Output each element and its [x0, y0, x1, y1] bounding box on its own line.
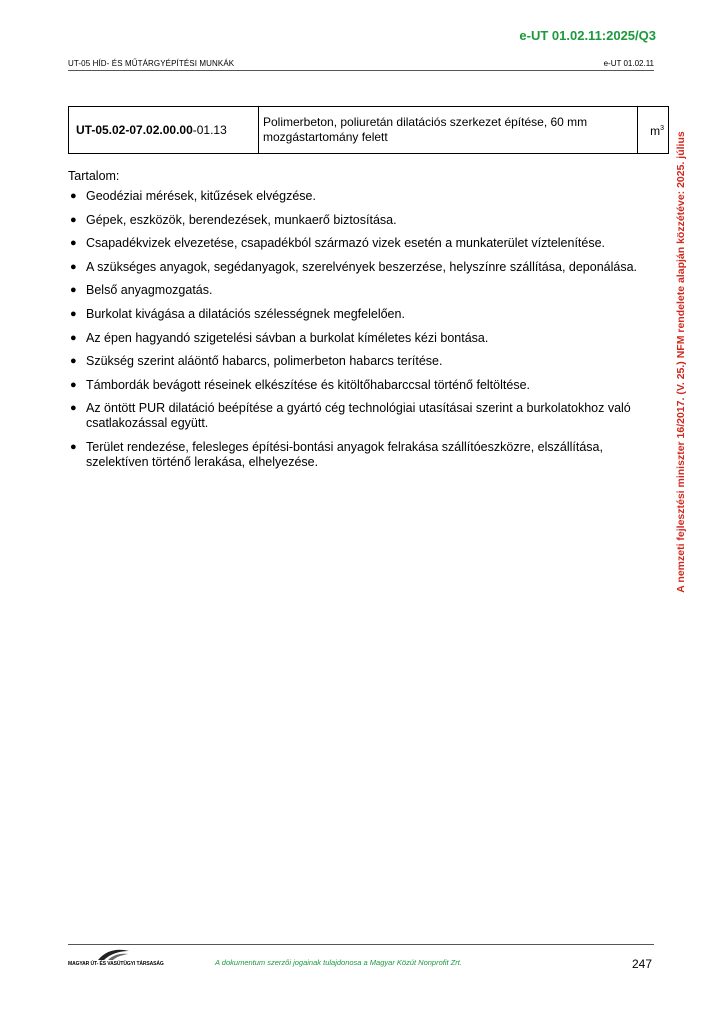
list-item-text: Geodéziai mérések, kitűzések elvégzése. [86, 189, 316, 203]
item-code-suffix: -01.13 [192, 122, 227, 137]
header-divider [68, 70, 654, 71]
society-logo [68, 948, 164, 970]
list-item [68, 378, 648, 393]
list-item-text: Az épen hagyandó szigetelési sávban a burkolat kíméletes kézi bontása. [86, 330, 489, 345]
list-item [68, 213, 648, 228]
list-item [68, 189, 648, 204]
bullet-icon: ● [70, 190, 77, 202]
bullet-icon: ● [70, 237, 77, 250]
logo-text: MAGYAR ÚT- ÉS VASÚTÜGYI TÁRSASÁG [68, 961, 164, 967]
item-table [68, 106, 669, 154]
list-item [68, 331, 648, 346]
list-item-text: Csapadékvizek elvezetése, csapadékból származó vizek esetén a munkaterület víztelenítése. [86, 236, 606, 251]
list-item-text: Gépek, eszközök, berendezések, munkaerő biztosítása. [86, 212, 397, 227]
list-item-text: Burkolat kivágása a dilatációs szélességnek megfelelően. [86, 306, 405, 321]
list-item [68, 236, 648, 251]
bullet-icon: ● [70, 440, 77, 453]
bullet-icon: ● [70, 213, 77, 226]
list-item-text: Szükség szerint aláöntő habarcs, polimerbeton habarcs terítése. [86, 354, 443, 369]
list-item-text: Belső anyagmozgatás. [86, 283, 213, 298]
bullet-icon: ● [70, 307, 77, 320]
road-society-logo-icon [96, 948, 130, 962]
list-item-text: Az öntött PUR dilatáció beépítése a gyártó cég technológiai utasításai szerint a burkolatokhoz való csatlakozással együtt. [86, 401, 631, 431]
bullet-icon: ● [70, 378, 77, 391]
list-item [68, 283, 648, 298]
content-list [68, 189, 648, 479]
list-item-text: Terület rendezése, felesleges építési-bontási anyagok felrakása szállítóeszközre, elszállítása, szelektíven történő lerakása, elhelyezése. [86, 439, 603, 469]
item-code-main: UT-05.02-07.02.00.00 [76, 122, 193, 137]
item-description: Polimerbeton, poliuretán dilatációs szerkezet építése, 60 mm mozgástartomány felett [259, 107, 638, 154]
content-title: Tartalom: [68, 169, 120, 183]
list-item [68, 440, 648, 470]
copyright-notice: A dokumentum szerzői jogainak tulajdonosa a Magyar Közút Nonprofit Zrt. [215, 958, 462, 967]
bullet-icon: ● [70, 331, 77, 344]
bullet-icon: ● [70, 284, 77, 297]
item-unit-base: m [650, 124, 661, 138]
page-number: 247 [631, 957, 652, 971]
list-item [68, 260, 648, 275]
bullet-icon: ● [70, 260, 77, 273]
side-note-text: A nemzeti fejlesztési miniszter 16/2017. (V. 25.) NFM rendelete alapján közzétéve: 2025. július [675, 131, 687, 593]
item-code-cell [69, 107, 259, 154]
list-item-text: Támbordák bevágott réseinek elkészítése és kitöltőhabarccsal történő feltöltése. [86, 377, 530, 392]
bullet-icon: ● [70, 355, 77, 368]
publication-side-note [672, 98, 690, 626]
item-unit-cell [638, 107, 669, 154]
item-unit-exponent: 3 [660, 125, 664, 132]
list-item-text: A szükséges anyagok, segédanyagok, szerelvények beszerzése, helyszínre szállítása, deponálása. [86, 259, 638, 274]
list-item [68, 354, 648, 369]
bullet-icon: ● [70, 402, 77, 415]
chapter-title: UT-05 HÍD- ÉS MŰTÁRGYÉPÍTÉSI MUNKÁK [68, 59, 235, 68]
list-item [68, 307, 648, 322]
list-item [68, 401, 648, 431]
header-short-code: e-UT 01.02.11 [603, 59, 654, 68]
footer-divider [68, 944, 654, 945]
item-row [69, 107, 669, 154]
document-code: e-UT 01.02.11:2025/Q3 [519, 28, 656, 43]
